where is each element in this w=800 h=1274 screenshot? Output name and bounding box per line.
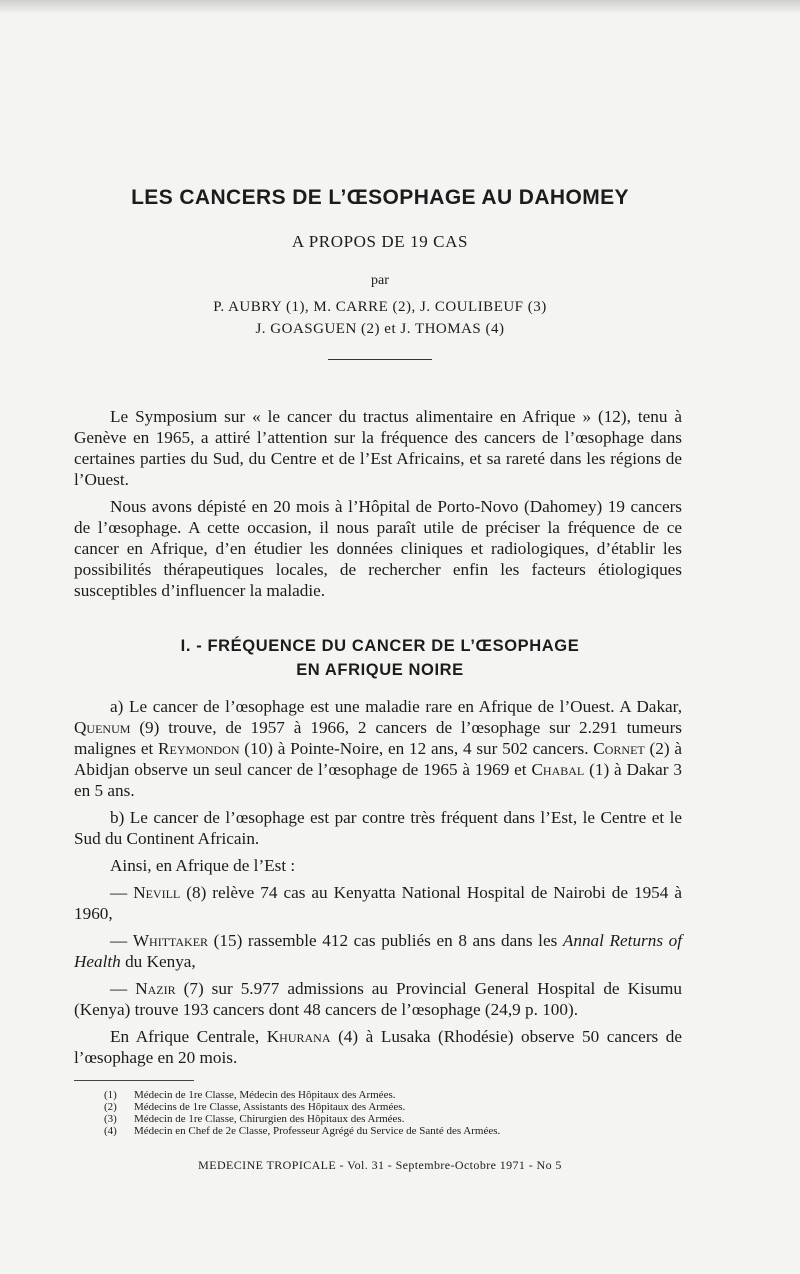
author-ref-whittaker: Whittaker — [132, 931, 209, 950]
author-ref-quenum: Quenum — [74, 718, 131, 737]
intro-paragraph-2: Nous avons dépisté en 20 mois à l’Hôpital de Porto-Novo (Dahomey) 19 cancers de l’œsophage. A cette occasion, il nous paraît utile de préciser la fréquence de ce cancer en Afrique, d’en étudier les données cliniques et radiologiques, d’établir les possibilités thérapeutiques locales, de rechercher enfin les facteurs étiologiques susceptibles d’influencer la maladie. — [74, 497, 682, 600]
introduction — [74, 406, 682, 607]
footnote: (1) Médecin de 1re Classe, Médecin des Hôpitaux des Armées. — [104, 1089, 396, 1101]
paragraph-nazir: — Nazir (7) sur 5.977 admissions au Provincial General Hospital de Kisumu (Kenya) trouve 193 cancers dont 48 cancers de l’œsophage (24,9 p. 100). — [74, 979, 682, 1019]
section-1-heading-line-2: EN AFRIQUE NOIRE — [296, 661, 464, 679]
author-ref-khurana: Khurana — [266, 1027, 331, 1046]
author-ref-chabal: Chabal — [531, 760, 585, 779]
section-1-body — [74, 696, 682, 1074]
publication-title: Annal Returns of Health — [74, 931, 682, 971]
title-separator — [328, 359, 432, 360]
footnotes — [104, 1089, 664, 1137]
footnote: (3) Médecin de 1re Classe, Chirurgien des Hôpitaux des Armées. — [104, 1113, 405, 1125]
intro-paragraph-1: Le Symposium sur « le cancer du tractus alimentaire en Afrique » (12), tenu à Genève en 1965, a attiré l’attention sur la fréquence des cancers de l’œsophage dans certaines parties du Sud, du Centre et de l’Est Africains, et sa rareté dans les régions de l’Ouest. — [74, 407, 682, 489]
journal-footer: MEDECINE TROPICALE - Vol. 31 - Septembre-Octobre 1971 - No 5 — [198, 1158, 562, 1172]
paragraph-a: a) Le cancer de l’œsophage est une maladie rare en Afrique de l’Ouest. A Dakar, Quenum (9) trouve, de 1957 à 1966, 2 cancers de l’œsophage sur 2.291 tumeurs malignes et Reymondon (10) à Pointe-Noire, en 12 ans, 4 sur 502 cancers. Cornet (2) à Abidjan observe un seul cancer de l’œsophage de 1965 à 1969 et Chabal (1) à Dakar 3 en 5 ans. — [74, 697, 682, 800]
paragraph-khurana: En Afrique Centrale, Khurana (4) à Lusaka (Rhodésie) observe 50 cancers de l’œsophage en 20 mois. — [74, 1027, 682, 1067]
author-ref-cornet: Cornet — [593, 739, 645, 758]
footnote: (4) Médecin en Chef de 2e Classe, Professeur Agrégé du Service de Santé des Armées. — [104, 1125, 501, 1137]
footnote-rule — [74, 1080, 194, 1081]
paragraph-c: Ainsi, en Afrique de l’Est : — [110, 856, 296, 875]
paragraph-b: b) Le cancer de l’œsophage est par contre très fréquent dans l’Est, le Centre et le Sud du Continent Africain. — [74, 808, 682, 848]
article-subtitle: A PROPOS DE 19 CAS — [291, 232, 469, 251]
section-1-heading-line-1: I. - FRÉQUENCE DU CANCER DE L’ŒSOPHAGE — [180, 637, 580, 655]
author-ref-reymondon: Reymondon — [158, 739, 240, 758]
paragraph-whittaker: — Whittaker (15) rassemble 412 cas publiés en 8 ans dans les Annal Returns of Health du Kenya, — [74, 931, 682, 971]
footnote: (2) Médecins de 1re Classe, Assistants des Hôpitaux des Armées. — [104, 1101, 406, 1113]
scan-edge-shadow — [0, 0, 800, 14]
author-ref-nevill: Nevill — [133, 883, 181, 902]
authors-line-2: J. GOASGUEN (2) et J. THOMAS (4) — [255, 321, 505, 337]
by-line-label: par — [371, 273, 389, 288]
paragraph-nevill: — Nevill (8) relève 74 cas au Kenyatta National Hospital de Nairobi de 1954 à 1960, — [74, 883, 682, 923]
author-ref-nazir: Nazir — [135, 979, 176, 998]
authors-line-1: P. AUBRY (1), M. CARRE (2), J. COULIBEUF (3) — [213, 299, 547, 315]
article-title: LES CANCERS DE L’ŒSOPHAGE AU DAHOMEY — [131, 186, 629, 209]
